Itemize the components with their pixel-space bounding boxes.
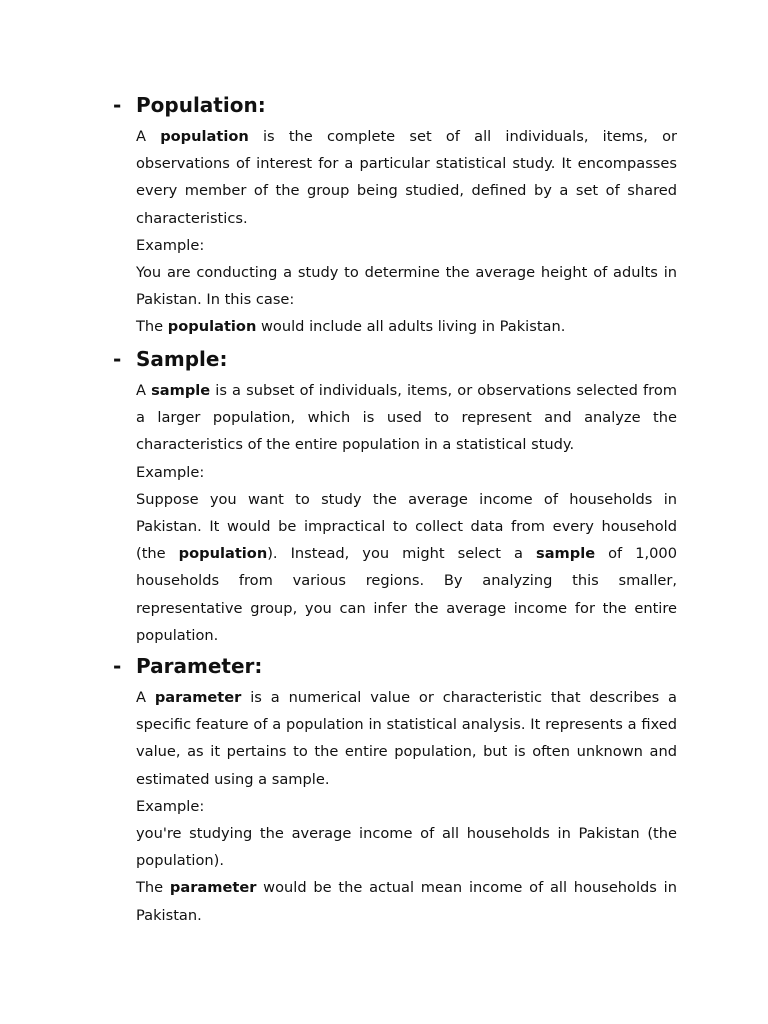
- conclusion-paragraph: [136, 313, 677, 340]
- section-sample: [113, 347, 677, 649]
- example-paragraph: You are conducting a study to determine the average height of adults in Pakistan. In this case:: [136, 264, 677, 309]
- definition-term: sample: [151, 382, 211, 399]
- definition-text: is the complete set of all individuals, items, or observations of interest for a particular statistical study. It encompasses every member of the group being studied, defined by a set of shared characteristics.: [136, 128, 678, 227]
- definition-text: is a numerical value or characteristic that describes a specific feature of a population in statistical analysis. It represents a fixed value, as it pertains to the entire population, but is often unknown and estimated using a sample.: [136, 689, 678, 788]
- section-heading-parameter: [113, 654, 677, 678]
- example-text-part: ). Instead, you might select a: [267, 545, 537, 563]
- conclusion-pre: The: [136, 318, 168, 336]
- conclusion-post: would include all adults living in Pakistan.: [256, 318, 566, 336]
- section-parameter: [113, 654, 678, 929]
- conclusion-term: population: [167, 318, 257, 336]
- heading-text: Parameter:: [136, 654, 263, 678]
- bullet-dash: -: [113, 654, 122, 678]
- definition-paragraph: [136, 123, 677, 232]
- example-label: Example:: [136, 797, 205, 815]
- definition-paragraph: [136, 684, 677, 793]
- definition-article: A: [136, 689, 155, 706]
- section-body: [136, 684, 677, 929]
- heading-text: Sample:: [136, 347, 228, 371]
- example-label: Example:: [136, 236, 205, 254]
- section-body: [136, 377, 677, 649]
- definition-paragraph: [136, 377, 677, 459]
- example-term: sample: [536, 545, 596, 563]
- definition-article: A: [136, 382, 152, 399]
- example-term: population: [178, 545, 268, 563]
- conclusion-paragraph: [136, 874, 677, 928]
- section-population: [113, 93, 678, 341]
- example-paragraph: you're studying the average income of all households in Pakistan (the population).: [136, 825, 677, 870]
- example-label: Example:: [136, 463, 205, 481]
- example-paragraph: [136, 486, 677, 649]
- section-heading-population: [113, 93, 677, 117]
- conclusion-pre: The: [136, 879, 170, 897]
- section-body: [136, 123, 677, 341]
- conclusion-post: would be the actual mean income of all households in Pakistan.: [136, 879, 677, 924]
- heading-text: Population:: [136, 93, 266, 117]
- definition-term: population: [160, 128, 249, 145]
- definition-term: parameter: [154, 689, 242, 706]
- example-text-part: of 1,000 households from various regions. By analyzing this smaller, representative group, you can infer the average income for the entire population.: [136, 545, 677, 644]
- bullet-dash: -: [113, 347, 122, 371]
- conclusion-term: parameter: [169, 879, 257, 897]
- bullet-dash: -: [113, 93, 122, 117]
- definition-text: is a subset of individuals, items, or observations selected from a larger population, which is used to represent and analyze the characteristics of the entire population in a statistical study.: [136, 382, 677, 454]
- section-heading-sample: [113, 347, 677, 371]
- definition-article: A: [136, 128, 161, 145]
- example-text-part: Suppose you want to study the average income of households in Pakistan. It would be impractical to collect data from every household (the: [136, 490, 677, 563]
